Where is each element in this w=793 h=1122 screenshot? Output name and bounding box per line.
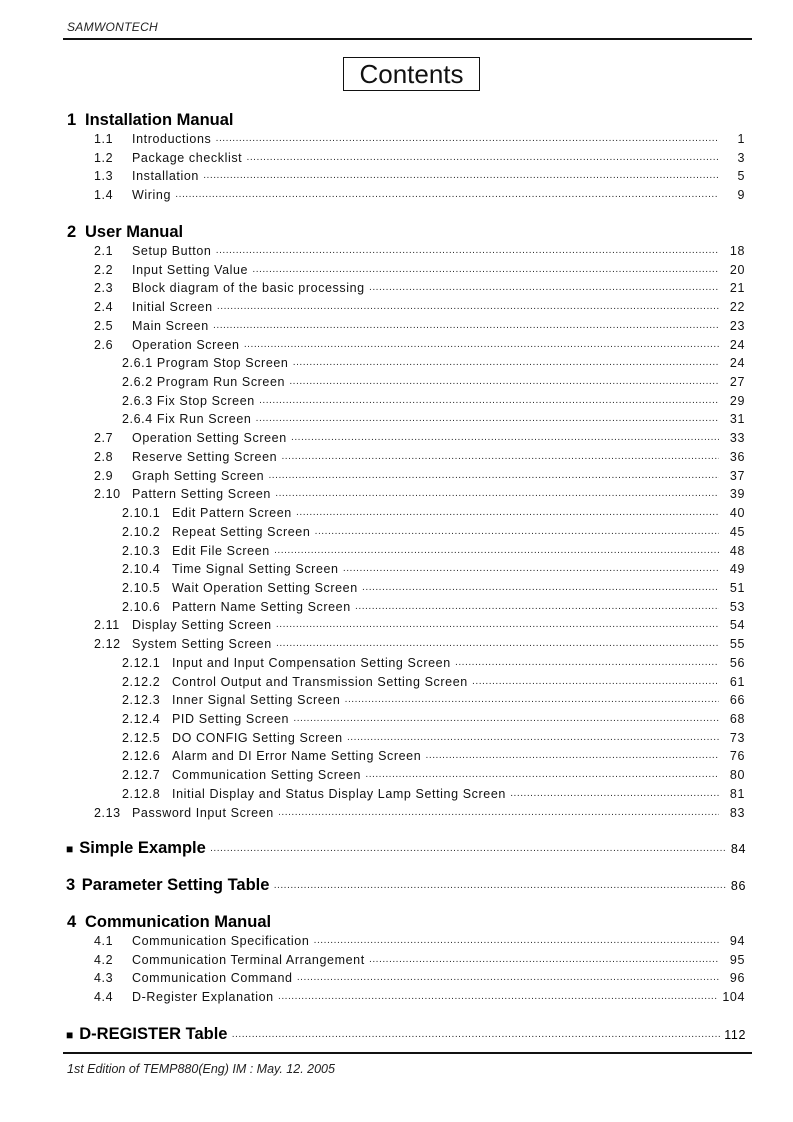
entry-page: 9: [737, 187, 745, 202]
entry-title: Graph Setting Screen: [132, 468, 265, 483]
entry-number: 2.4: [94, 300, 114, 315]
dot-leader: [252, 266, 719, 278]
entry-page: 18: [729, 244, 745, 258]
entry-number: 2.12.8: [122, 786, 161, 801]
entry-page: 49: [729, 562, 745, 577]
entry-page: 37: [729, 468, 745, 483]
dot-leader: [276, 640, 719, 652]
toc-entry[interactable]: [122, 412, 745, 429]
dot-leader: [313, 937, 719, 949]
entry-number: 2.11: [94, 618, 120, 633]
dot-leader: [175, 191, 719, 203]
page-title: Contents: [343, 57, 480, 91]
entry-number: 2.10.2: [122, 524, 161, 539]
toc-entry[interactable]: [94, 637, 745, 654]
entry-number: 2.12.5: [122, 730, 161, 745]
toc-entry[interactable]: [122, 749, 745, 766]
entry-title: Password Input Screen: [132, 805, 274, 820]
entry-title: System Setting Screen: [132, 637, 272, 652]
toc-entry[interactable]: [94, 806, 745, 823]
entry-page: 24: [729, 356, 745, 371]
entry-page: 31: [729, 412, 745, 427]
entry-title: 2.6.1 Program Stop Screen: [122, 356, 289, 371]
entry-number: 4.2: [94, 952, 114, 967]
toc-entry[interactable]: [94, 431, 745, 448]
toc-entry[interactable]: [122, 656, 745, 673]
entry-title: Initial Screen: [132, 300, 213, 315]
entry-page: 54: [729, 618, 745, 633]
entry-page: 61: [729, 674, 745, 689]
toc-entry[interactable]: [94, 953, 745, 970]
toc-entry[interactable]: [122, 562, 745, 579]
toc-entry[interactable]: [122, 768, 745, 785]
entry-title: Installation: [132, 169, 199, 184]
entry-page: 23: [729, 318, 745, 333]
entry-page: 3: [737, 150, 745, 165]
entry-page: 95: [729, 952, 745, 967]
section-title: User Manual: [85, 223, 184, 241]
entry-title: D-Register Explanation: [132, 990, 274, 1005]
dot-leader: [217, 303, 719, 315]
toc-entry[interactable]: [94, 244, 745, 261]
entry-number: 2.10: [94, 487, 121, 502]
entry-number: 2.10.5: [122, 580, 161, 595]
toc-entry[interactable]: [94, 487, 745, 504]
entry-number: 2.10.4: [122, 562, 161, 577]
entry-title: Main Screen: [132, 318, 209, 333]
parameter-table-entry[interactable]: [66, 876, 746, 896]
entry-title: 2.6.2 Program Run Screen: [122, 375, 286, 390]
entry-number: 2.5: [94, 318, 114, 333]
dot-leader: [259, 397, 719, 409]
toc-entry[interactable]: [122, 693, 745, 710]
entry-page: 1: [737, 132, 745, 146]
toc-entry[interactable]: [94, 300, 745, 317]
entry-number: 2.7: [94, 431, 114, 446]
dot-leader: [472, 678, 719, 690]
dot-leader: [369, 956, 719, 968]
toc-entry[interactable]: [94, 263, 745, 280]
dot-leader: [369, 284, 719, 296]
dot-leader: [244, 341, 719, 353]
toc-entry[interactable]: [122, 675, 745, 692]
entry-page: 96: [729, 971, 745, 986]
entry-number: 2.12.7: [122, 768, 161, 783]
entry-title: 2.6.3 Fix Stop Screen: [122, 393, 255, 408]
entry-number: 4.1: [94, 934, 114, 948]
entry-title: Input and Input Compensation Setting Screen: [172, 655, 451, 670]
entry-title: 2.6.4 Fix Run Screen: [122, 412, 252, 427]
toc-entry[interactable]: [94, 990, 745, 1007]
section-heading: [67, 913, 757, 932]
entry-number: 2.9: [94, 468, 114, 483]
section-title: Communication Manual: [85, 913, 272, 931]
entry-page: 112: [724, 1028, 746, 1042]
entry-page: 56: [729, 655, 745, 670]
entry-title: Pattern Setting Screen: [132, 487, 271, 502]
entry-number: 2.6: [94, 337, 114, 352]
toc-entry[interactable]: [122, 356, 745, 373]
entry-page: 83: [729, 805, 745, 820]
entry-page: 48: [729, 543, 745, 558]
entry-page: 27: [729, 375, 745, 390]
section-number: 1: [67, 111, 77, 129]
entry-number: 2.10.6: [122, 599, 161, 614]
entry-title: Repeat Setting Screen: [172, 524, 311, 539]
dot-leader: [344, 696, 719, 708]
dot-leader: [246, 154, 719, 166]
dot-leader: [296, 509, 719, 521]
entry-page: 68: [729, 712, 745, 726]
dot-leader: [275, 490, 719, 502]
toc-entry[interactable]: [122, 712, 745, 729]
entry-page: 80: [729, 768, 745, 783]
dot-leader: [289, 378, 719, 390]
entry-page: 36: [729, 449, 745, 464]
toc-entry[interactable]: [122, 375, 745, 392]
dot-leader: [343, 565, 719, 577]
dot-leader: [215, 247, 719, 259]
entry-number: 2.12.6: [122, 749, 161, 764]
simple-example-entry[interactable]: [66, 839, 746, 859]
toc-entry[interactable]: [94, 450, 745, 467]
dot-leader: [281, 453, 719, 465]
toc-entry[interactable]: [94, 169, 745, 186]
toc-entry[interactable]: [94, 319, 745, 336]
toc-entry[interactable]: [94, 151, 745, 168]
toc-entry[interactable]: [122, 525, 745, 542]
entry-page: 45: [729, 524, 745, 539]
dot-leader: [291, 434, 719, 446]
entry-title: Communication Setting Screen: [172, 768, 362, 783]
entry-page: 104: [722, 990, 745, 1005]
toc-entry[interactable]: [122, 394, 745, 411]
toc-entry[interactable]: [94, 188, 745, 205]
toc-entry[interactable]: [94, 934, 745, 951]
toc-entry[interactable]: [122, 731, 745, 748]
entry-page: 66: [729, 693, 745, 708]
entry-page: 73: [729, 730, 745, 745]
top-rule: [63, 38, 752, 40]
dot-leader: [268, 472, 719, 484]
entry-page: 94: [729, 934, 745, 948]
entry-number: 4.4: [94, 990, 114, 1005]
bullet-icon: ■: [66, 1028, 74, 1042]
entry-title: Pattern Name Setting Screen: [172, 599, 351, 614]
entry-page: 53: [729, 599, 745, 614]
edition-footer: 1st Edition of TEMP880(Eng) IM : May. 12. 2005: [67, 1062, 335, 1076]
entry-title: D-REGISTER Table: [79, 1025, 228, 1043]
entry-title: Setup Button: [132, 244, 212, 258]
entry-title: Simple Example: [79, 839, 206, 857]
dot-leader: [231, 1031, 720, 1042]
entry-number: 4.3: [94, 971, 114, 986]
toc-entry[interactable]: [94, 281, 745, 298]
entry-number: 2.12.4: [122, 712, 161, 726]
toc-entry[interactable]: [94, 469, 745, 486]
section-number: 4: [67, 913, 77, 931]
entry-page: 51: [729, 580, 745, 595]
section-number: 2: [67, 223, 77, 241]
dot-leader: [213, 322, 719, 334]
toc-entry[interactable]: [122, 581, 745, 598]
entry-page: 86: [730, 879, 746, 893]
entry-number: 2.2: [94, 262, 114, 277]
dot-leader: [297, 974, 719, 986]
entry-page: 20: [729, 262, 745, 277]
entry-page: 29: [729, 393, 745, 408]
dregister-table-entry[interactable]: [66, 1025, 746, 1045]
entry-title: Wait Operation Setting Screen: [172, 580, 358, 595]
entry-number: 1.2: [94, 150, 114, 165]
entry-number: 2.13: [94, 805, 121, 820]
bottom-rule: [63, 1052, 752, 1054]
entry-number: 1.1: [94, 132, 114, 146]
entry-number: 1.3: [94, 169, 114, 184]
toc-entry[interactable]: [94, 338, 745, 355]
entry-page: 33: [729, 431, 745, 446]
entry-number: 2.12.1: [122, 655, 161, 670]
dot-leader: [355, 603, 719, 615]
dot-leader: [510, 790, 719, 802]
dot-leader: [292, 359, 719, 371]
toc-entry[interactable]: [122, 787, 745, 804]
entry-page: 76: [729, 749, 745, 764]
dot-leader: [425, 752, 719, 764]
entry-title: Control Output and Transmission Setting Screen: [172, 674, 468, 689]
entry-number: 1.4: [94, 187, 114, 202]
entry-title: Package checklist: [132, 150, 243, 165]
entry-title: Inner Signal Setting Screen: [172, 693, 341, 708]
dot-leader: [362, 584, 719, 596]
dot-leader: [314, 528, 719, 540]
entry-title: Operation Screen: [132, 337, 240, 352]
section-heading: [67, 111, 757, 130]
dot-leader: [276, 621, 719, 633]
entry-title: Edit Pattern Screen: [172, 506, 292, 521]
entry-title: Parameter Setting Table: [81, 876, 270, 894]
entry-title: Alarm and DI Error Name Setting Screen: [172, 749, 422, 764]
entry-title: Display Setting Screen: [132, 618, 272, 633]
entry-title: Reserve Setting Screen: [132, 449, 278, 464]
entry-number: 2.1: [94, 244, 114, 258]
toc-entry[interactable]: [94, 971, 745, 988]
dot-leader: [293, 715, 719, 727]
dot-leader: [347, 734, 719, 746]
entry-page: 5: [737, 169, 745, 184]
dot-leader: [365, 771, 719, 783]
toc-entry[interactable]: [94, 618, 745, 635]
dot-leader: [255, 415, 719, 427]
entry-number: 2.8: [94, 449, 114, 464]
entry-title: Communication Terminal Arrangement: [132, 952, 365, 967]
entry-title: Communication Specification: [132, 934, 310, 948]
entry-page: 55: [729, 637, 745, 652]
dot-leader: [278, 809, 719, 821]
entry-number: 2.10.3: [122, 543, 161, 558]
entry-number: 2.3: [94, 281, 114, 296]
dot-leader: [274, 547, 719, 559]
section-heading: [67, 223, 757, 242]
entry-page: 22: [729, 300, 745, 315]
entry-title: PID Setting Screen: [172, 712, 290, 726]
dot-leader: [278, 993, 719, 1005]
entry-title: Time Signal Setting Screen: [172, 562, 339, 577]
dot-leader: [210, 845, 727, 856]
entry-number: 2.10.1: [122, 506, 161, 521]
entry-title: Communication Command: [132, 971, 293, 986]
entry-page: 39: [729, 487, 745, 502]
dot-leader: [455, 659, 719, 671]
entry-page: 21: [729, 281, 745, 296]
entry-title: Block diagram of the basic processing: [132, 281, 365, 296]
entry-title: Edit File Screen: [172, 543, 270, 558]
entry-page: 40: [729, 506, 745, 521]
dot-leader: [273, 882, 726, 893]
toc-entry[interactable]: [122, 506, 745, 523]
toc-entry[interactable]: [94, 132, 745, 149]
toc-entry[interactable]: [122, 544, 745, 561]
entry-number: 2.12: [94, 637, 121, 652]
entry-page: 84: [730, 842, 746, 856]
section-title: Installation Manual: [85, 111, 234, 129]
entry-title: Input Setting Value: [132, 262, 249, 277]
entry-title: Wiring: [132, 187, 172, 202]
entry-number: 2.12.3: [122, 693, 161, 708]
entry-number: 2.12.2: [122, 674, 161, 689]
bullet-icon: ■: [66, 842, 74, 856]
toc-entry[interactable]: [122, 600, 745, 617]
entry-title: Initial Display and Status Display Lamp Setting Screen: [172, 786, 506, 801]
dot-leader: [203, 172, 719, 184]
entry-title: Operation Setting Screen: [132, 431, 287, 446]
brand-header: SAMWONTECH: [67, 20, 158, 34]
section-number: 3: [66, 876, 80, 894]
dot-leader: [215, 135, 719, 147]
entry-page: 24: [729, 337, 745, 352]
entry-title: DO CONFIG Setting Screen: [172, 730, 343, 745]
entry-title: Introductions: [132, 132, 212, 146]
entry-page: 81: [729, 786, 745, 801]
